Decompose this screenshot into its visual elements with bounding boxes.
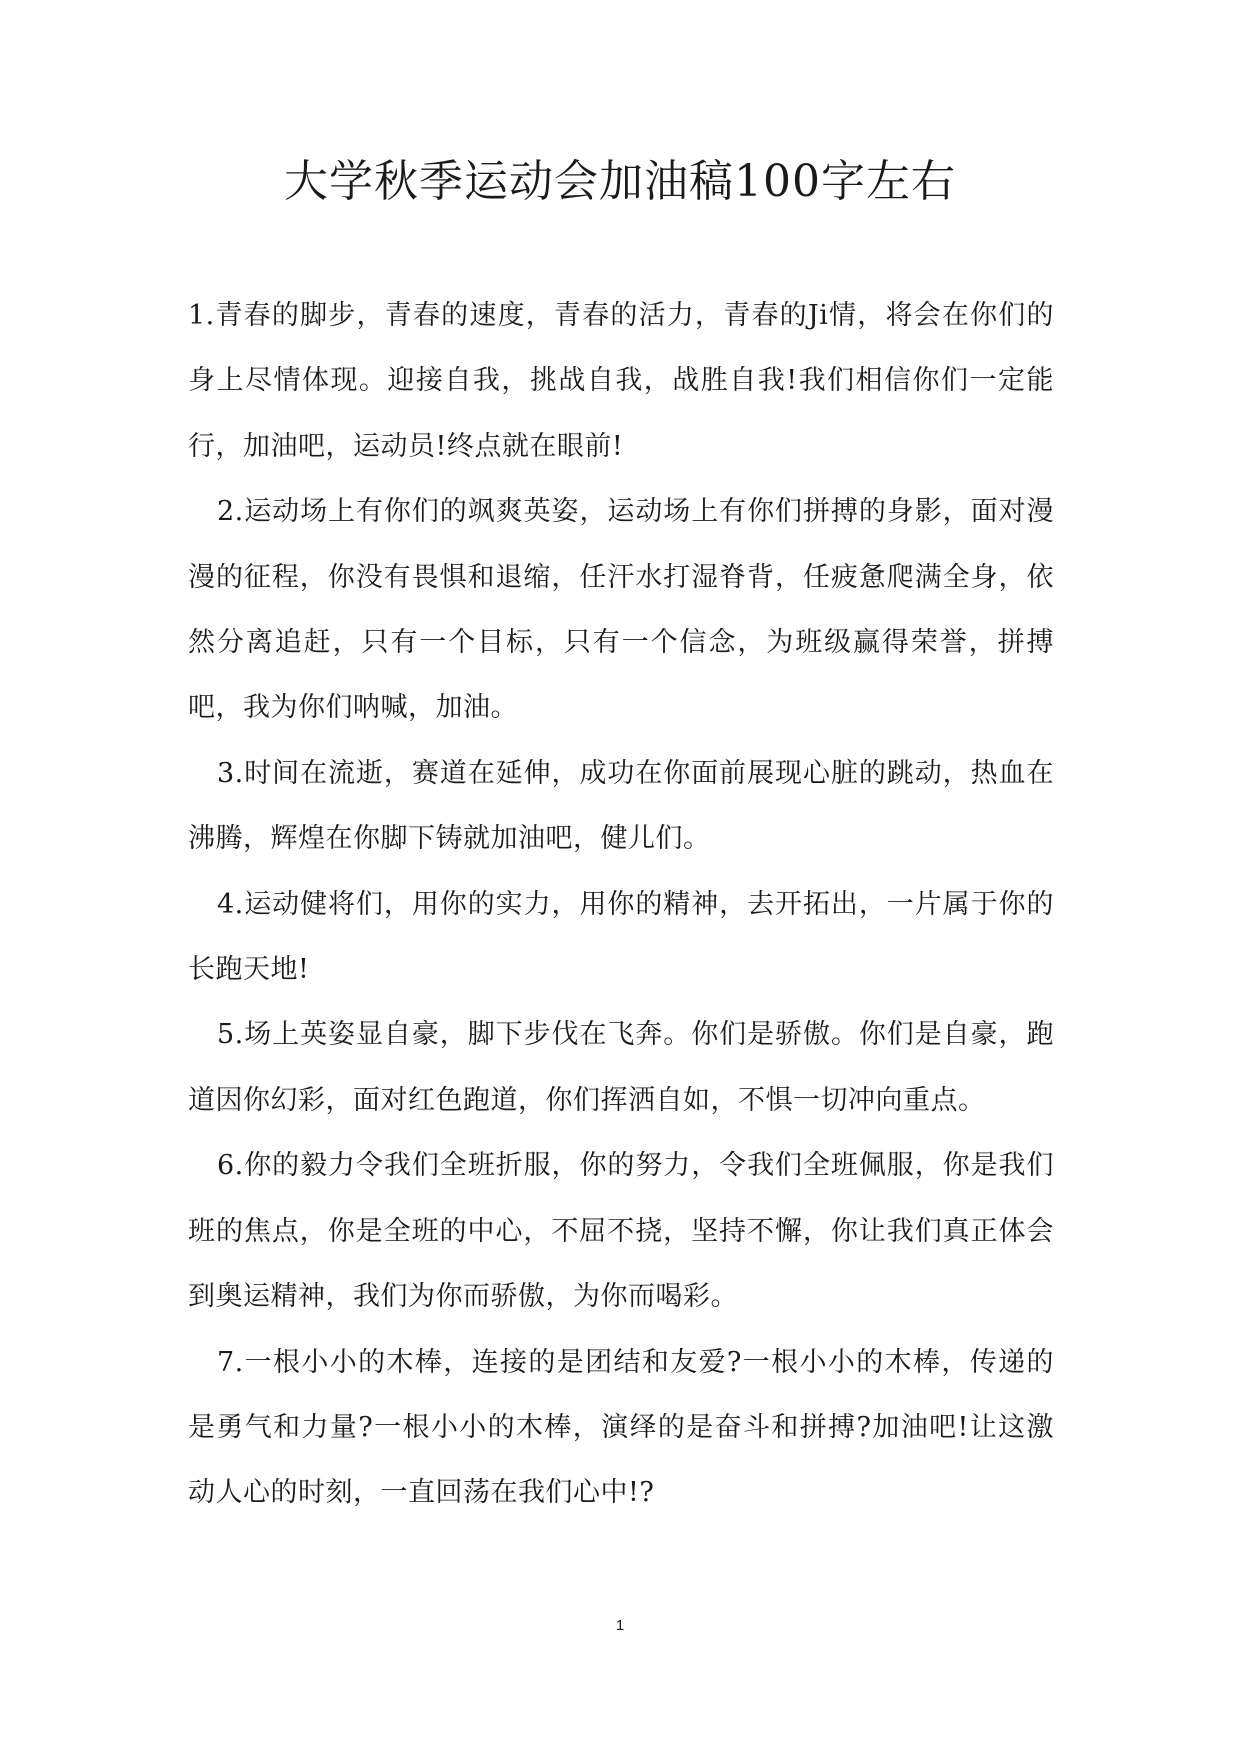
paragraph-1: 1.青春的脚步，青春的速度，青春的活力，青春的Ji情，将会在你们的身上尽情体现。迎接自我，挑战自我，战胜自我!我们相信你们一定能行，加油吧，运动员!终点就在眼前! (188, 300, 1054, 462)
paragraph-7: 7.一根小小的木棒，连接的是团结和友爱?一根小小的木棒，传递的是勇气和力量?一根小小的木棒，演绎的是奋斗和拼搏?加油吧!让这激动人心的时刻，一直回荡在我们心中!? (188, 1346, 1054, 1509)
page-number: 1 (615, 1617, 625, 1634)
document-body (188, 283, 1054, 1526)
paragraph-4: 4.运动健将们，用你的实力，用你的精神，去开拓出，一片属于你的长跑天地! (188, 888, 1054, 986)
paragraph-2: 2.运动场上有你们的飒爽英姿，运动场上有你们拼搏的身影，面对漫漫的征程，你没有畏惧和退缩，任汗水打湿脊背，任疲惫爬满全身，依然分离追赶，只有一个目标，只有一个信念，为班级赢得荣誉，拼搏吧，我为你们呐喊，加油。 (188, 496, 1054, 724)
document-title: 大学秋季运动会加油稿100字左右 (284, 156, 956, 207)
paragraph-6: 6.你的毅力令我们全班折服，你的努力，令我们全班佩服，你是我们班的焦点，你是全班的中心，不屈不挠，坚持不懈，你让我们真正体会到奥运精神，我们为你而骄傲，为你而喝彩。 (188, 1150, 1054, 1313)
paragraph-3: 3.时间在流逝，赛道在延伸，成功在你面前展现心脏的跳动，热血在沸腾，辉煌在你脚下铸就加油吧，健儿们。 (188, 757, 1054, 855)
paragraph-5: 5.场上英姿显自豪，脚下步伐在飞奔。你们是骄傲。你们是自豪，跑道因你幻彩，面对红色跑道，你们挥洒自如，不惧一切冲向重点。 (188, 1019, 1054, 1116)
